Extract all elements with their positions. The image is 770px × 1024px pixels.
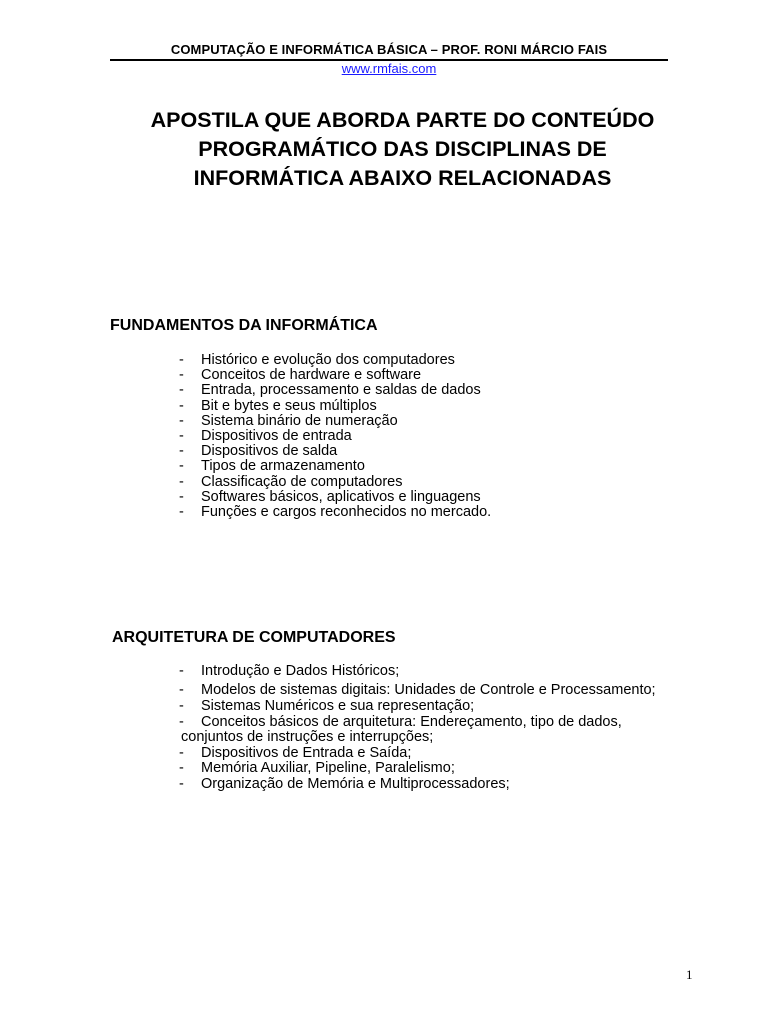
list-item-text: Bit e bytes e seus múltiplos <box>201 397 377 414</box>
list-item <box>179 664 656 680</box>
document-title <box>110 106 695 193</box>
list-item <box>179 761 656 777</box>
bullet-dash: - <box>179 775 184 792</box>
list-item <box>179 715 656 746</box>
bullet-dash: - <box>179 488 184 505</box>
document-title-line: PROGRAMÁTICO DAS DISCIPLINAS DE <box>198 137 607 161</box>
bullet-dash: - <box>179 744 184 761</box>
bullet-dash: - <box>179 352 184 368</box>
page-number: 1 <box>686 967 693 982</box>
list-item-text: Sistemas Numéricos e sua representação; <box>201 698 475 714</box>
bullet-dash: - <box>179 382 184 399</box>
list-item-text: Softwares básicos, aplicativos e linguagens <box>201 488 481 505</box>
bullet-dash: - <box>179 473 184 490</box>
arquitetura-topic-list <box>179 664 656 792</box>
list-item-text: Tipos de armazenamento <box>201 458 365 475</box>
list-item <box>179 368 491 383</box>
website-link[interactable]: www.rmfais.com <box>341 61 437 76</box>
list-item-text: Organização de Memória e Multiprocessadores; <box>201 775 510 792</box>
list-item-text: Histórico e evolução dos computadores <box>201 352 455 368</box>
bullet-dash: - <box>179 663 184 679</box>
list-item-text: Dispositivos de salda <box>201 443 338 460</box>
bullet-dash: - <box>179 713 184 730</box>
list-item-continuation: conjuntos de instruções e interrupções; <box>181 729 434 745</box>
section-heading-arquitetura: ARQUITETURA DE COMPUTADORES <box>112 629 396 646</box>
bullet-dash: - <box>179 367 184 384</box>
list-item-text: Introdução e Dados Históricos; <box>201 663 400 679</box>
list-item-text: Entrada, processamento e saldas de dados <box>201 382 481 399</box>
list-item <box>179 475 491 490</box>
bullet-dash: - <box>179 504 184 521</box>
bullet-dash: - <box>179 681 184 698</box>
list-item-text: Modelos de sistemas digitais: Unidades de Controle e Processamento; <box>201 681 656 698</box>
list-item <box>179 505 491 520</box>
list-item <box>179 459 491 474</box>
list-item-text: Conceitos de hardware e software <box>201 367 422 384</box>
bullet-dash: - <box>179 698 184 714</box>
list-item <box>179 490 491 505</box>
list-item <box>179 353 491 368</box>
running-header-title: COMPUTAÇÃO E INFORMÁTICA BÁSICA – PROF. RONI MÁRCIO FAIS <box>170 42 608 57</box>
list-item <box>179 383 491 398</box>
list-item-text: Memória Auxiliar, Pipeline, Paralelismo; <box>201 760 455 776</box>
bullet-dash: - <box>179 412 184 429</box>
list-item <box>179 683 656 699</box>
list-item-text: Sistema binário de numeração <box>201 412 398 429</box>
list-item-text: Conceitos básicos de arquitetura: Endereçamento, tipo de dados, <box>201 713 622 730</box>
bullet-dash: - <box>179 458 184 475</box>
bullet-dash: - <box>179 428 184 445</box>
bullet-dash: - <box>179 397 184 414</box>
document-title-line: INFORMÁTICA ABAIXO RELACIONADAS <box>193 166 612 190</box>
list-item-text: Dispositivos de Entrada e Saída; <box>201 744 412 761</box>
list-item <box>179 414 491 429</box>
list-item-text: Funções e cargos reconhecidos no mercado. <box>201 504 492 521</box>
bullet-dash: - <box>179 760 184 776</box>
list-item-text: Dispositivos de entrada <box>201 428 352 445</box>
list-item <box>179 699 656 715</box>
list-item <box>179 746 656 762</box>
list-item <box>179 777 656 793</box>
bullet-dash: - <box>179 443 184 460</box>
section-heading-fundamentos: FUNDAMENTOS DA INFORMÁTICA <box>110 317 378 334</box>
list-item <box>179 444 491 459</box>
list-item <box>179 399 491 414</box>
fundamentos-topic-list <box>179 353 491 520</box>
list-item <box>179 429 491 444</box>
list-item-text: Classificação de computadores <box>201 473 403 490</box>
document-title-line: APOSTILA QUE ABORDA PARTE DO CONTEÚDO <box>150 108 655 132</box>
